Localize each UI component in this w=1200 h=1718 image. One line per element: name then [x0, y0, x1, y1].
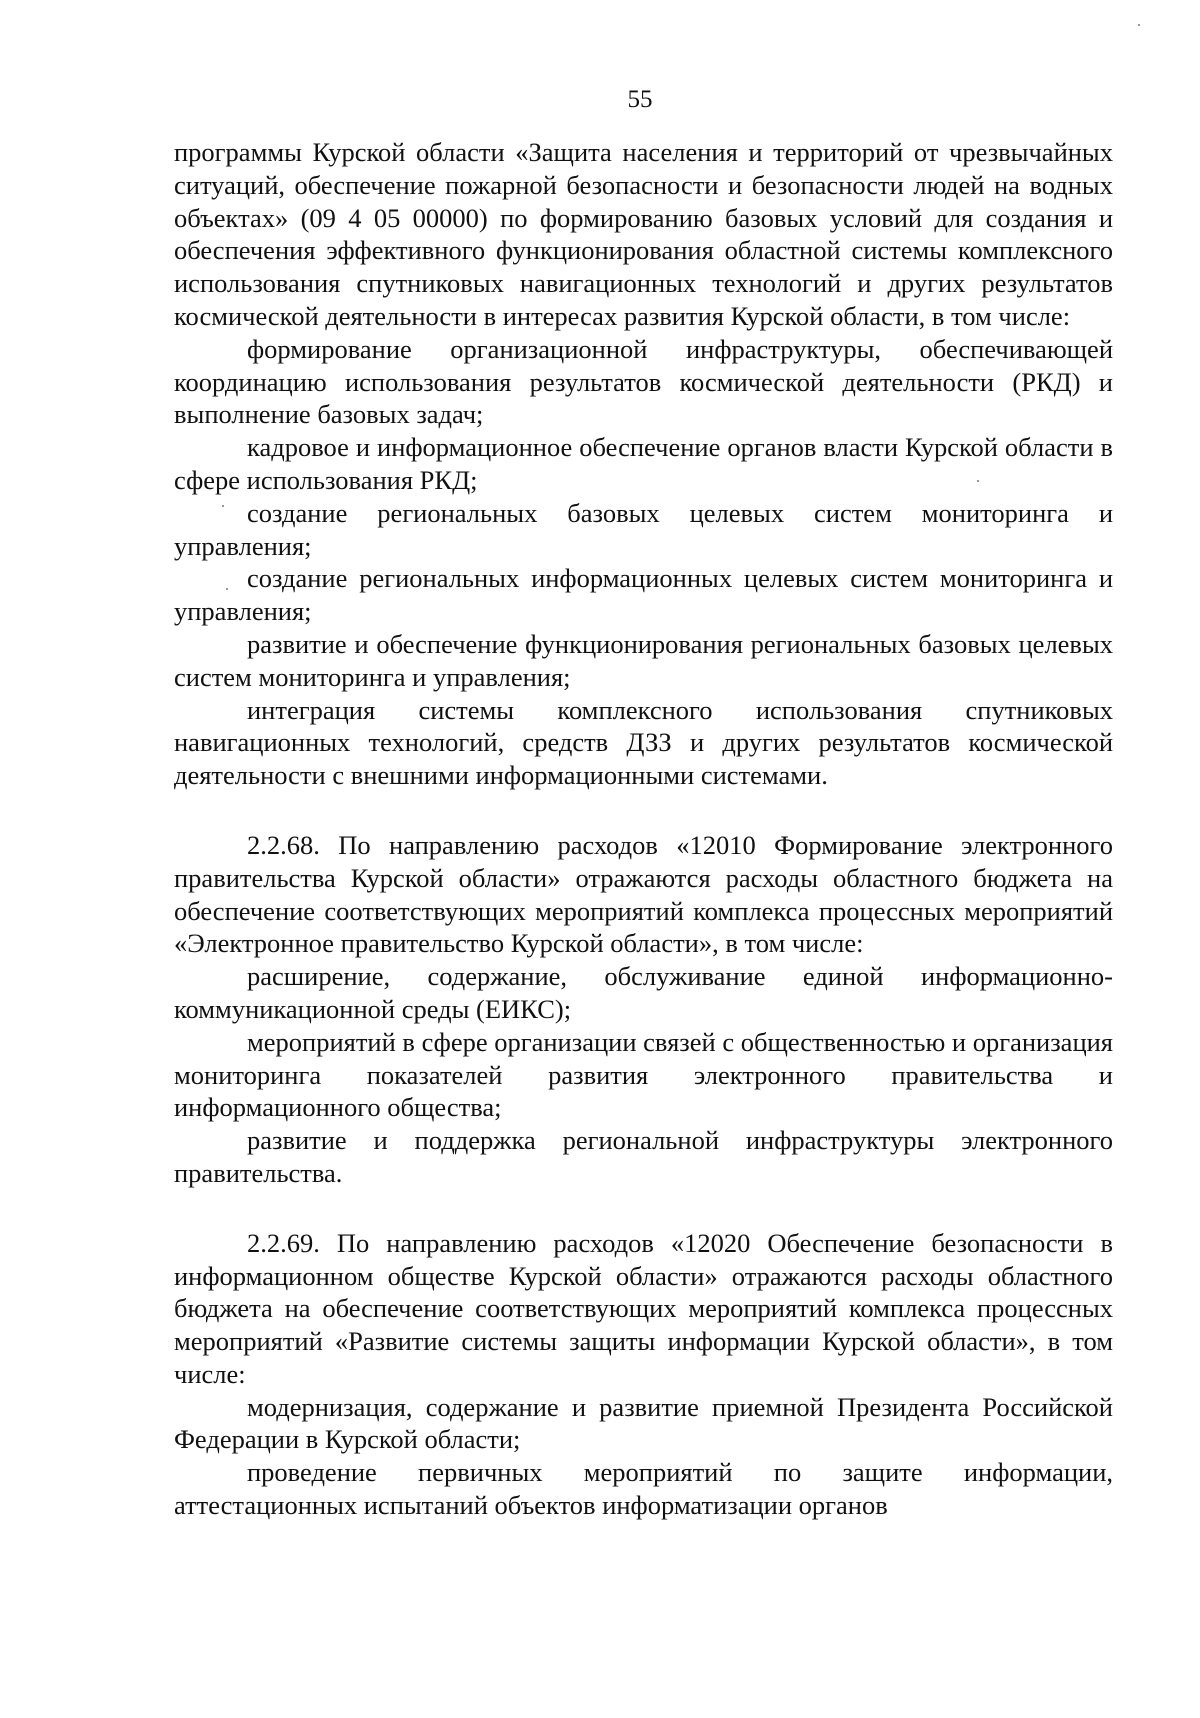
- list-item-development: развитие и обеспечение функционирования региональных базовых целевых систем мониторинга и управления;: [174, 628, 1113, 692]
- list-item-public-relations: мероприятий в сфере организации связей с общественностью и организация мониторинга показателей развития электронного правительства и информационного общества;: [174, 1026, 1113, 1123]
- page-number: 55: [627, 86, 653, 113]
- list-item-integration: интеграция системы комплексного использования спутниковых навигационных технологий, средств ДЗЗ и других результатов космической деятельности с внешними информационными системами.: [174, 694, 1113, 791]
- section-2-2-68: 2.2.68. По направлению расходов «12010 Формирование электронного правительства Курской области» отражаются расходы областного бюджета на обеспечение соответствующих мероприятий комплекса процессных мероприятий «Электронное правительство Курской области», в том числе:: [174, 829, 1113, 959]
- list-item-staffing: кадровое и информационное обеспечение органов власти Курской области в сфере использования РКД;: [174, 432, 1113, 495]
- list-item-info-systems: создание региональных информационных целевых систем мониторинга и управления;: [174, 563, 1113, 627]
- paragraph-program-continuation: программы Курской области «Защита населения и территорий от чрезвычайных ситуаций, обеспечение пожарной безопасности и безопасности людей на водных объектах» (09 4 05 00000) по формированию базовых условий для создания и обеспечения эффективного функционирования областной системы комплексного использования спутниковых навигационных технологий и других результатов космической деятельности в интересах развития Курской области, в том числе:: [174, 137, 1113, 331]
- list-item-infrastructure: формирование организационной инфраструктуры, обеспечивающей координацию использования результатов космической деятельности (РКД) и выполнение базовых задач;: [174, 333, 1113, 430]
- document-body: [174, 136, 1113, 1522]
- section-gap: [174, 792, 1113, 829]
- list-item-eiks: расширение, содержание, обслуживание единой информационно-коммуникационной среды (ЕИКС);: [174, 961, 1113, 1024]
- scan-speck: [222, 505, 224, 507]
- list-item-attestation: проведение первичных мероприятий по защите информации, аттестационных испытаний объектов информатизации органов: [174, 1457, 1113, 1521]
- scan-speck: [977, 480, 979, 482]
- section-2-2-69: 2.2.69. По направлению расходов «12020 Обеспечение безопасности в информационном обществе Курской области» отражаются расходы областного бюджета на обеспечение соответствующих мероприятий комплекса процессных мероприятий «Развитие системы защиты информации Курской области», в том числе:: [174, 1227, 1113, 1389]
- scan-speck: [1138, 24, 1140, 26]
- list-item-e-gov-infrastructure: развитие и поддержка региональной инфраструктуры электронного правительства.: [174, 1125, 1113, 1188]
- list-item-reception: модернизация, содержание и развитие приемной Президента Российской Федерации в Курской области;: [174, 1391, 1113, 1455]
- list-item-base-systems: создание региональных базовых целевых систем мониторинга и управления;: [174, 497, 1113, 561]
- section-gap: [174, 1190, 1113, 1227]
- scan-speck: [226, 588, 228, 590]
